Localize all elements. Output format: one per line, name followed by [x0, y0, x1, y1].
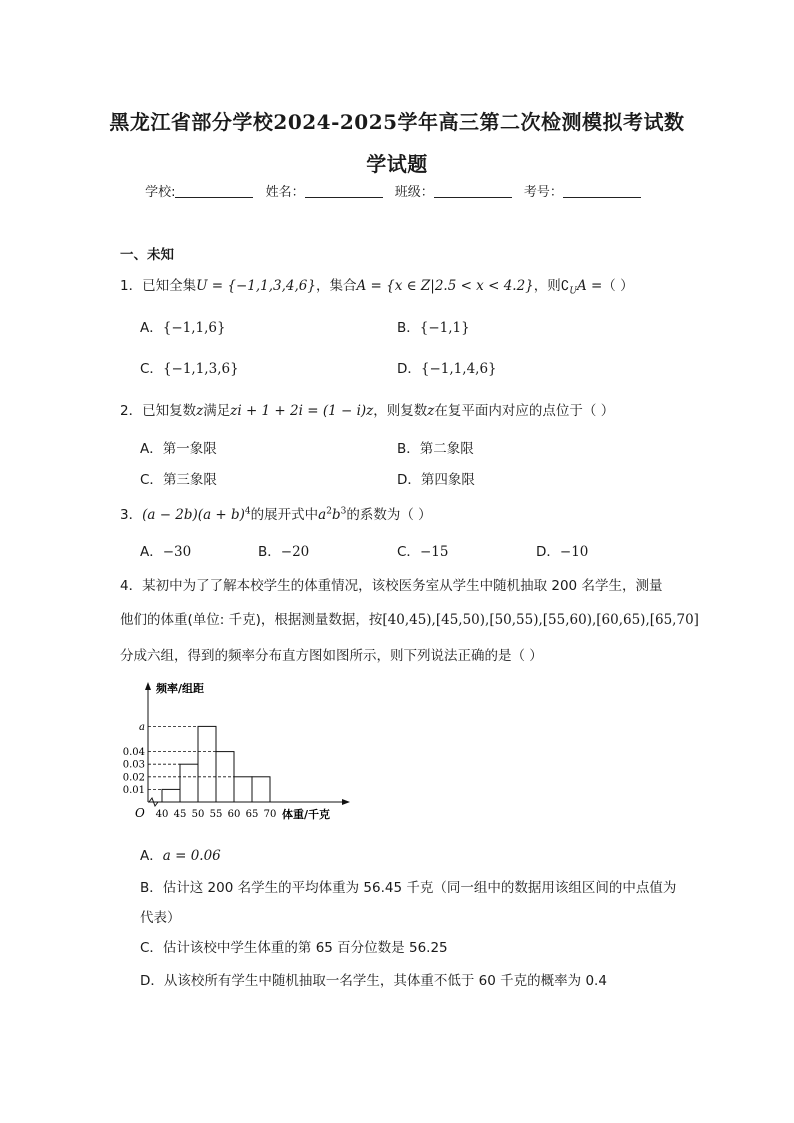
option-text: {−1,1,4,6}: [420, 361, 497, 377]
option-label: D．: [397, 472, 421, 488]
option-label: D．: [536, 544, 560, 560]
q2-text: ，则复数: [373, 403, 428, 419]
histogram-bar: [162, 789, 180, 802]
option-text: 第四象限: [420, 472, 475, 488]
option-label: C．: [397, 544, 420, 560]
option-text: 第二象限: [419, 441, 474, 457]
histogram-bar: [198, 726, 216, 802]
x-axis-label: 体重/千克: [282, 808, 331, 821]
question-2: [120, 399, 614, 419]
option-text: −15: [419, 544, 449, 560]
q4-text: 他们的体重(单位: 千克)，根据测量数据，按: [120, 612, 383, 628]
q3-option-d[interactable]: [536, 540, 588, 560]
frequency-histogram: [122, 680, 356, 828]
y-tick-label: 0.03: [122, 759, 145, 771]
option-text: {−1,1,3,6}: [162, 361, 239, 377]
section-heading: 一、未知: [120, 247, 174, 263]
q3-option-b[interactable]: [258, 540, 309, 560]
option-label: A．: [140, 848, 163, 864]
y-tick-label: a: [139, 721, 145, 733]
exam-title-line1: 黑龙江省部分学校2024-2025学年高三第二次检测模拟考试数: [109, 110, 685, 134]
option-text: 第一象限: [162, 441, 217, 457]
q3-expression: (a − 2b)(a + b): [142, 507, 245, 523]
option-text: 第三象限: [162, 472, 217, 488]
x-tick-label: 65: [245, 809, 259, 820]
name-label: 姓名：: [265, 185, 305, 200]
q4-option-a[interactable]: [140, 844, 221, 864]
y-tick-label: 0.04: [122, 747, 145, 759]
y-tick-label: 0.01: [122, 784, 145, 796]
option-label: C．: [140, 361, 163, 377]
school-label: 学校:: [145, 185, 176, 200]
question-number: 3．: [120, 507, 143, 523]
q4-option-d[interactable]: D．从该校所有学生中随机抽取一名学生，其体重不低于 60 千克的概率为 0.4: [140, 973, 607, 989]
q4-option-b-line1[interactable]: B．估计这 200 名学生的平均体重为 56.45 千克（同一组中的数据用该组区间的中点值为: [140, 880, 677, 896]
x-tick-label: 60: [227, 809, 241, 820]
y-axis-label: 频率/组距: [156, 682, 205, 695]
id-label: 考号：: [523, 185, 563, 200]
histogram-bar: [180, 764, 198, 802]
q4-option-c[interactable]: C．估计该校中学生体重的第 65 百分位数是 56.25: [140, 940, 448, 956]
option-label: A．: [140, 441, 163, 457]
option-text: {−1,1,6}: [162, 320, 226, 336]
question-number: 2．: [120, 403, 143, 419]
option-text: −20: [280, 544, 310, 560]
option-label: A．: [140, 320, 163, 336]
complement-subscript: U: [569, 286, 577, 297]
y-tick-label: 0.02: [122, 772, 145, 784]
q2-variable: z: [196, 403, 204, 419]
q4-option-b-line2: 代表）: [140, 910, 181, 926]
x-tick-label: 70: [263, 809, 277, 820]
q1-text: 已知全集: [142, 278, 197, 294]
option-label: C．: [140, 472, 163, 488]
q4-intervals: [40,45),[45,50),[50,55),[55,60),[60,65),[65,70]: [382, 612, 699, 628]
q2-equation: zi + 1 + 2i = (1 − i)z: [230, 403, 374, 419]
question-number: 1．: [120, 278, 143, 294]
x-axis-arrow: [342, 799, 350, 805]
q1-text: ，集合: [315, 278, 357, 294]
q3-option-c[interactable]: [397, 540, 448, 560]
q3-option-a[interactable]: [140, 540, 191, 560]
q1-option-c[interactable]: [140, 357, 239, 377]
question-1: [120, 274, 634, 297]
origin-label: O: [135, 806, 145, 820]
x-tick-label: 55: [209, 809, 223, 820]
q2-text: 满足: [203, 403, 231, 419]
q2-text: 已知复数: [142, 403, 197, 419]
option-label: A．: [140, 544, 163, 560]
school-blank[interactable]: [175, 185, 253, 198]
q2-option-b[interactable]: [397, 437, 474, 457]
q3-term: b: [331, 507, 341, 523]
option-text: {−1,1}: [419, 320, 470, 336]
q2-option-c[interactable]: [140, 468, 217, 488]
q3-exponent: 4: [244, 506, 251, 517]
y-axis-arrow: [145, 682, 151, 690]
name-blank[interactable]: [305, 185, 383, 198]
q1-set-u: U = {−1,1,3,4,6}: [196, 278, 316, 294]
class-blank[interactable]: [434, 185, 512, 198]
x-tick-label: 45: [173, 809, 187, 820]
exam-title-line2: 学试题: [366, 152, 428, 176]
q2-variable: z: [427, 403, 435, 419]
q1-text: ，则: [533, 278, 561, 294]
answer-paren: （ ）: [602, 278, 634, 294]
x-tick-label: 50: [191, 809, 205, 820]
q1-option-b[interactable]: [397, 316, 470, 336]
q2-option-a[interactable]: [140, 437, 217, 457]
q3-term-exponent: 3: [340, 506, 347, 517]
q2-option-d[interactable]: [397, 468, 475, 488]
q2-text: 在复平面内对应的点位于（ ）: [434, 403, 615, 419]
q3-term-exponent: 2: [326, 506, 332, 517]
q3-text: 的系数为（ ）: [346, 507, 432, 523]
student-info-row: [0, 181, 794, 200]
option-text: −30: [162, 544, 192, 560]
histogram-bar: [252, 777, 270, 802]
x-tick-label: 40: [155, 809, 169, 820]
q3-term: a: [318, 507, 327, 523]
question-4-line3: 分成六组，得到的频率分布直方图如图所示，则下列说法正确的是（ ）: [120, 648, 543, 664]
q1-set-a: A = {x ∈ Z|2.5 < x < 4.2}: [356, 278, 534, 294]
option-label: D．: [397, 361, 421, 377]
question-3: [120, 503, 432, 523]
option-label: B．: [258, 544, 281, 560]
question-4-line2: [120, 608, 699, 628]
histogram-bar: [234, 777, 252, 802]
option-text: a = 0.06: [162, 848, 221, 864]
option-label: B．: [397, 320, 420, 336]
q1-option-d[interactable]: [397, 357, 497, 377]
complement-symbol: ∁: [560, 278, 570, 294]
class-label: 班级：: [394, 185, 434, 200]
q1-complement-a: A =: [576, 278, 603, 294]
q3-text: 的展开式中: [250, 507, 319, 523]
option-label: B．: [397, 441, 420, 457]
question-4-line1: 4．某初中为了了解本校学生的体重情况，该校医务室从学生中随机抽取 200 名学生，测量: [120, 578, 663, 594]
q1-option-a[interactable]: [140, 316, 226, 336]
id-blank[interactable]: [563, 185, 641, 198]
option-text: −10: [559, 544, 589, 560]
